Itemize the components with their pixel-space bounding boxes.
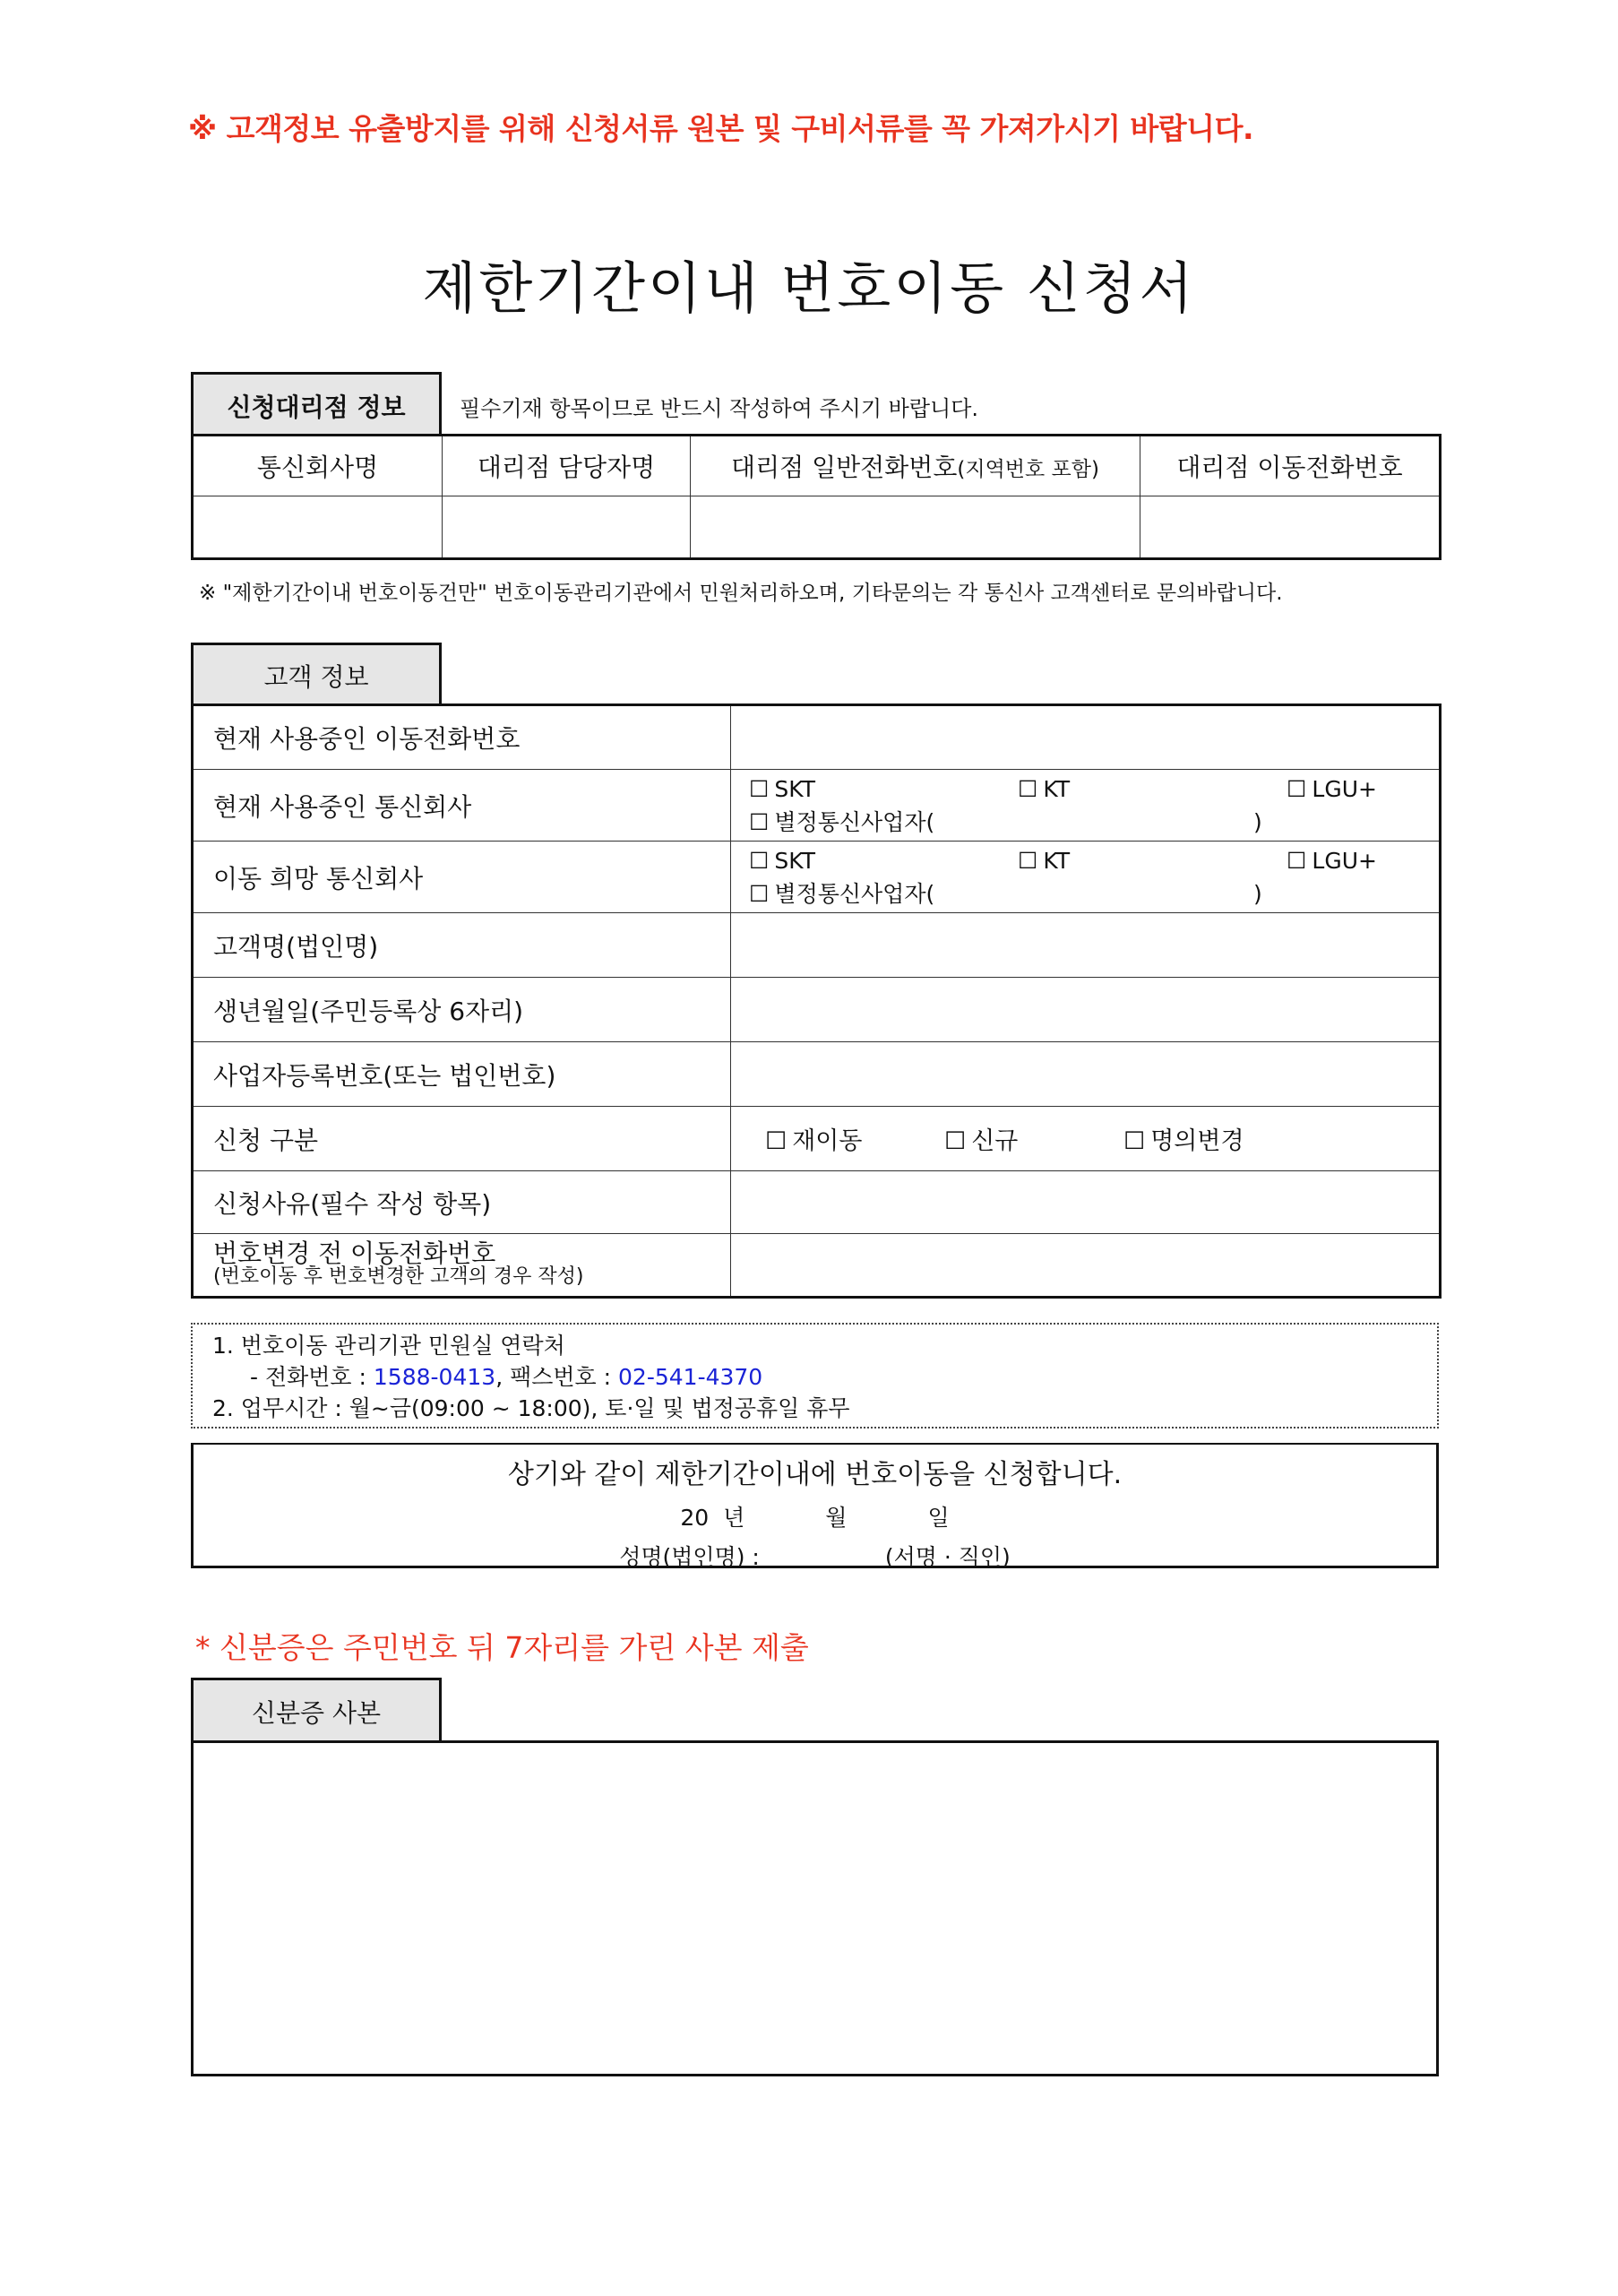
desired-carrier-options (731, 842, 1441, 913)
agency-landline-field[interactable] (691, 496, 1140, 559)
contact-box (191, 1323, 1439, 1429)
current-carrier-skt[interactable]: ☐ SKT (749, 775, 816, 802)
customer-table (191, 703, 1442, 1299)
id-tab: 신분증 사본 (191, 1678, 442, 1742)
type-name-change[interactable]: ☐ 명의변경 (1123, 1127, 1244, 1155)
prev-number-field[interactable] (731, 1234, 1441, 1298)
agency-footnote: ※ "제한기간이내 번호이동건만" 번호이동관리기관에서 민원처리하오며, 기타문의는 각 통신사 고객센터로 문의바랍니다. (199, 582, 1283, 605)
desired-carrier-lgu[interactable]: ☐ LGU+ (1287, 847, 1377, 874)
agency-manager-field[interactable] (443, 496, 691, 559)
agency-mobile-field[interactable] (1140, 496, 1441, 559)
desired-carrier-other-close: ) (1253, 880, 1262, 907)
contact-line2 (212, 1361, 1417, 1393)
agency-col-landline (691, 436, 1140, 496)
name-field[interactable] (731, 913, 1441, 978)
current-carrier-options (731, 770, 1441, 842)
prev-number-label: 번호변경 전 이동전화번호 (213, 1238, 496, 1268)
top-notice: ※ 고객정보 유출방지를 위해 신청서류 원본 및 구비서류를 꼭 가져가시기 바랍니다. (188, 111, 1253, 146)
customer-tab: 고객 정보 (191, 643, 442, 705)
contact-line1: 1. 번호이동 관리기관 민원실 연락처 (212, 1333, 565, 1359)
agency-col-carrier: 통신회사명 (193, 436, 443, 496)
desired-carrier-kt[interactable]: ☐ KT (1018, 847, 1071, 874)
contact-line3: 2. 업무시간 : 월~금(09:00 ~ 18:00), 토·일 및 법정공휴일 휴무 (212, 1395, 850, 1421)
agency-col-manager: 대리점 담당자명 (443, 436, 691, 496)
birth-field[interactable] (731, 978, 1441, 1042)
contact-fax: 02-541-4370 (618, 1364, 763, 1390)
type-retransfer[interactable]: ☐ 재이동 (765, 1127, 863, 1155)
checkbox-icon: ☐ (765, 1127, 787, 1155)
business-no-field[interactable] (731, 1042, 1441, 1107)
contact-fax-label: , 팩스번호 : (495, 1364, 612, 1390)
current-carrier-kt[interactable]: ☐ KT (1018, 775, 1071, 802)
checkbox-icon: ☐ (749, 880, 770, 907)
type-new[interactable]: ☐ 신규 (944, 1127, 1019, 1155)
checkbox-icon: ☐ (1287, 847, 1307, 874)
reason-field[interactable] (731, 1171, 1441, 1234)
row-business-no-label: 사업자등록번호(또는 법인번호) (193, 1042, 731, 1107)
desired-carrier-other[interactable]: ☐ 별정통신사업자( (749, 880, 935, 907)
row-current-carrier-label: 현재 사용중인 통신회사 (193, 770, 731, 842)
agency-carrier-field[interactable] (193, 496, 443, 559)
declaration-statement: 상기와 같이 제한기간이내에 번호이동을 신청합니다. (507, 1459, 1123, 1490)
agency-col-landline-label: 대리점 일반전화번호 (731, 453, 958, 482)
checkbox-icon: ☐ (944, 1127, 967, 1155)
id-note: * 신분증은 주민번호 뒤 7자리를 가린 사본 제출 (195, 1630, 809, 1665)
checkbox-icon: ☐ (749, 775, 770, 802)
row-application-type-label: 신청 구분 (193, 1107, 731, 1171)
desired-carrier-skt[interactable]: ☐ SKT (749, 847, 816, 874)
checkbox-icon: ☐ (1018, 775, 1038, 802)
agency-required-note: 필수기재 항목이므로 반드시 작성하여 주시기 바랍니다. (460, 396, 979, 421)
declaration-box (191, 1443, 1439, 1568)
checkbox-icon: ☐ (1287, 775, 1307, 802)
row-birth-label: 생년월일(주민등록상 6자리) (193, 978, 731, 1042)
row-name-label: 고객명(법인명) (193, 913, 731, 978)
row-current-number-label: 현재 사용중인 이동전화번호 (193, 705, 731, 770)
agency-tab: 신청대리점 정보 (191, 372, 442, 436)
checkbox-icon: ☐ (1123, 1127, 1146, 1155)
application-type-options (731, 1107, 1441, 1171)
page-title: 제한기간이내 번호이동 신청서 (422, 255, 1196, 321)
agency-col-landline-suffix: (지역번호 포함) (957, 458, 1099, 481)
current-carrier-other-close: ) (1253, 808, 1262, 835)
contact-phone: 1588-0413 (373, 1364, 496, 1390)
current-carrier-lgu[interactable]: ☐ LGU+ (1287, 775, 1377, 802)
checkbox-icon: ☐ (749, 847, 770, 874)
checkbox-icon: ☐ (1018, 847, 1038, 874)
row-reason-label: 신청사유(필수 작성 항목) (193, 1171, 731, 1234)
agency-col-mobile: 대리점 이동전화번호 (1140, 436, 1441, 496)
id-copy-area[interactable] (191, 1740, 1439, 2076)
contact-phone-label: - 전화번호 : (250, 1364, 366, 1390)
prev-number-sublabel: (번호이동 후 번호변경한 고객의 경우 작성) (213, 1265, 584, 1288)
checkbox-icon: ☐ (749, 808, 770, 835)
current-carrier-other[interactable]: ☐ 별정통신사업자( (749, 808, 935, 835)
declaration-signature: 성명(법인명) : (서명 · 직인) (619, 1544, 1011, 1570)
agency-table (191, 434, 1442, 560)
declaration-date: 20 년 월 일 (680, 1505, 950, 1531)
row-desired-carrier-label: 이동 희망 통신회사 (193, 842, 731, 913)
row-prev-number-label (193, 1234, 731, 1298)
current-number-field[interactable] (731, 705, 1441, 770)
